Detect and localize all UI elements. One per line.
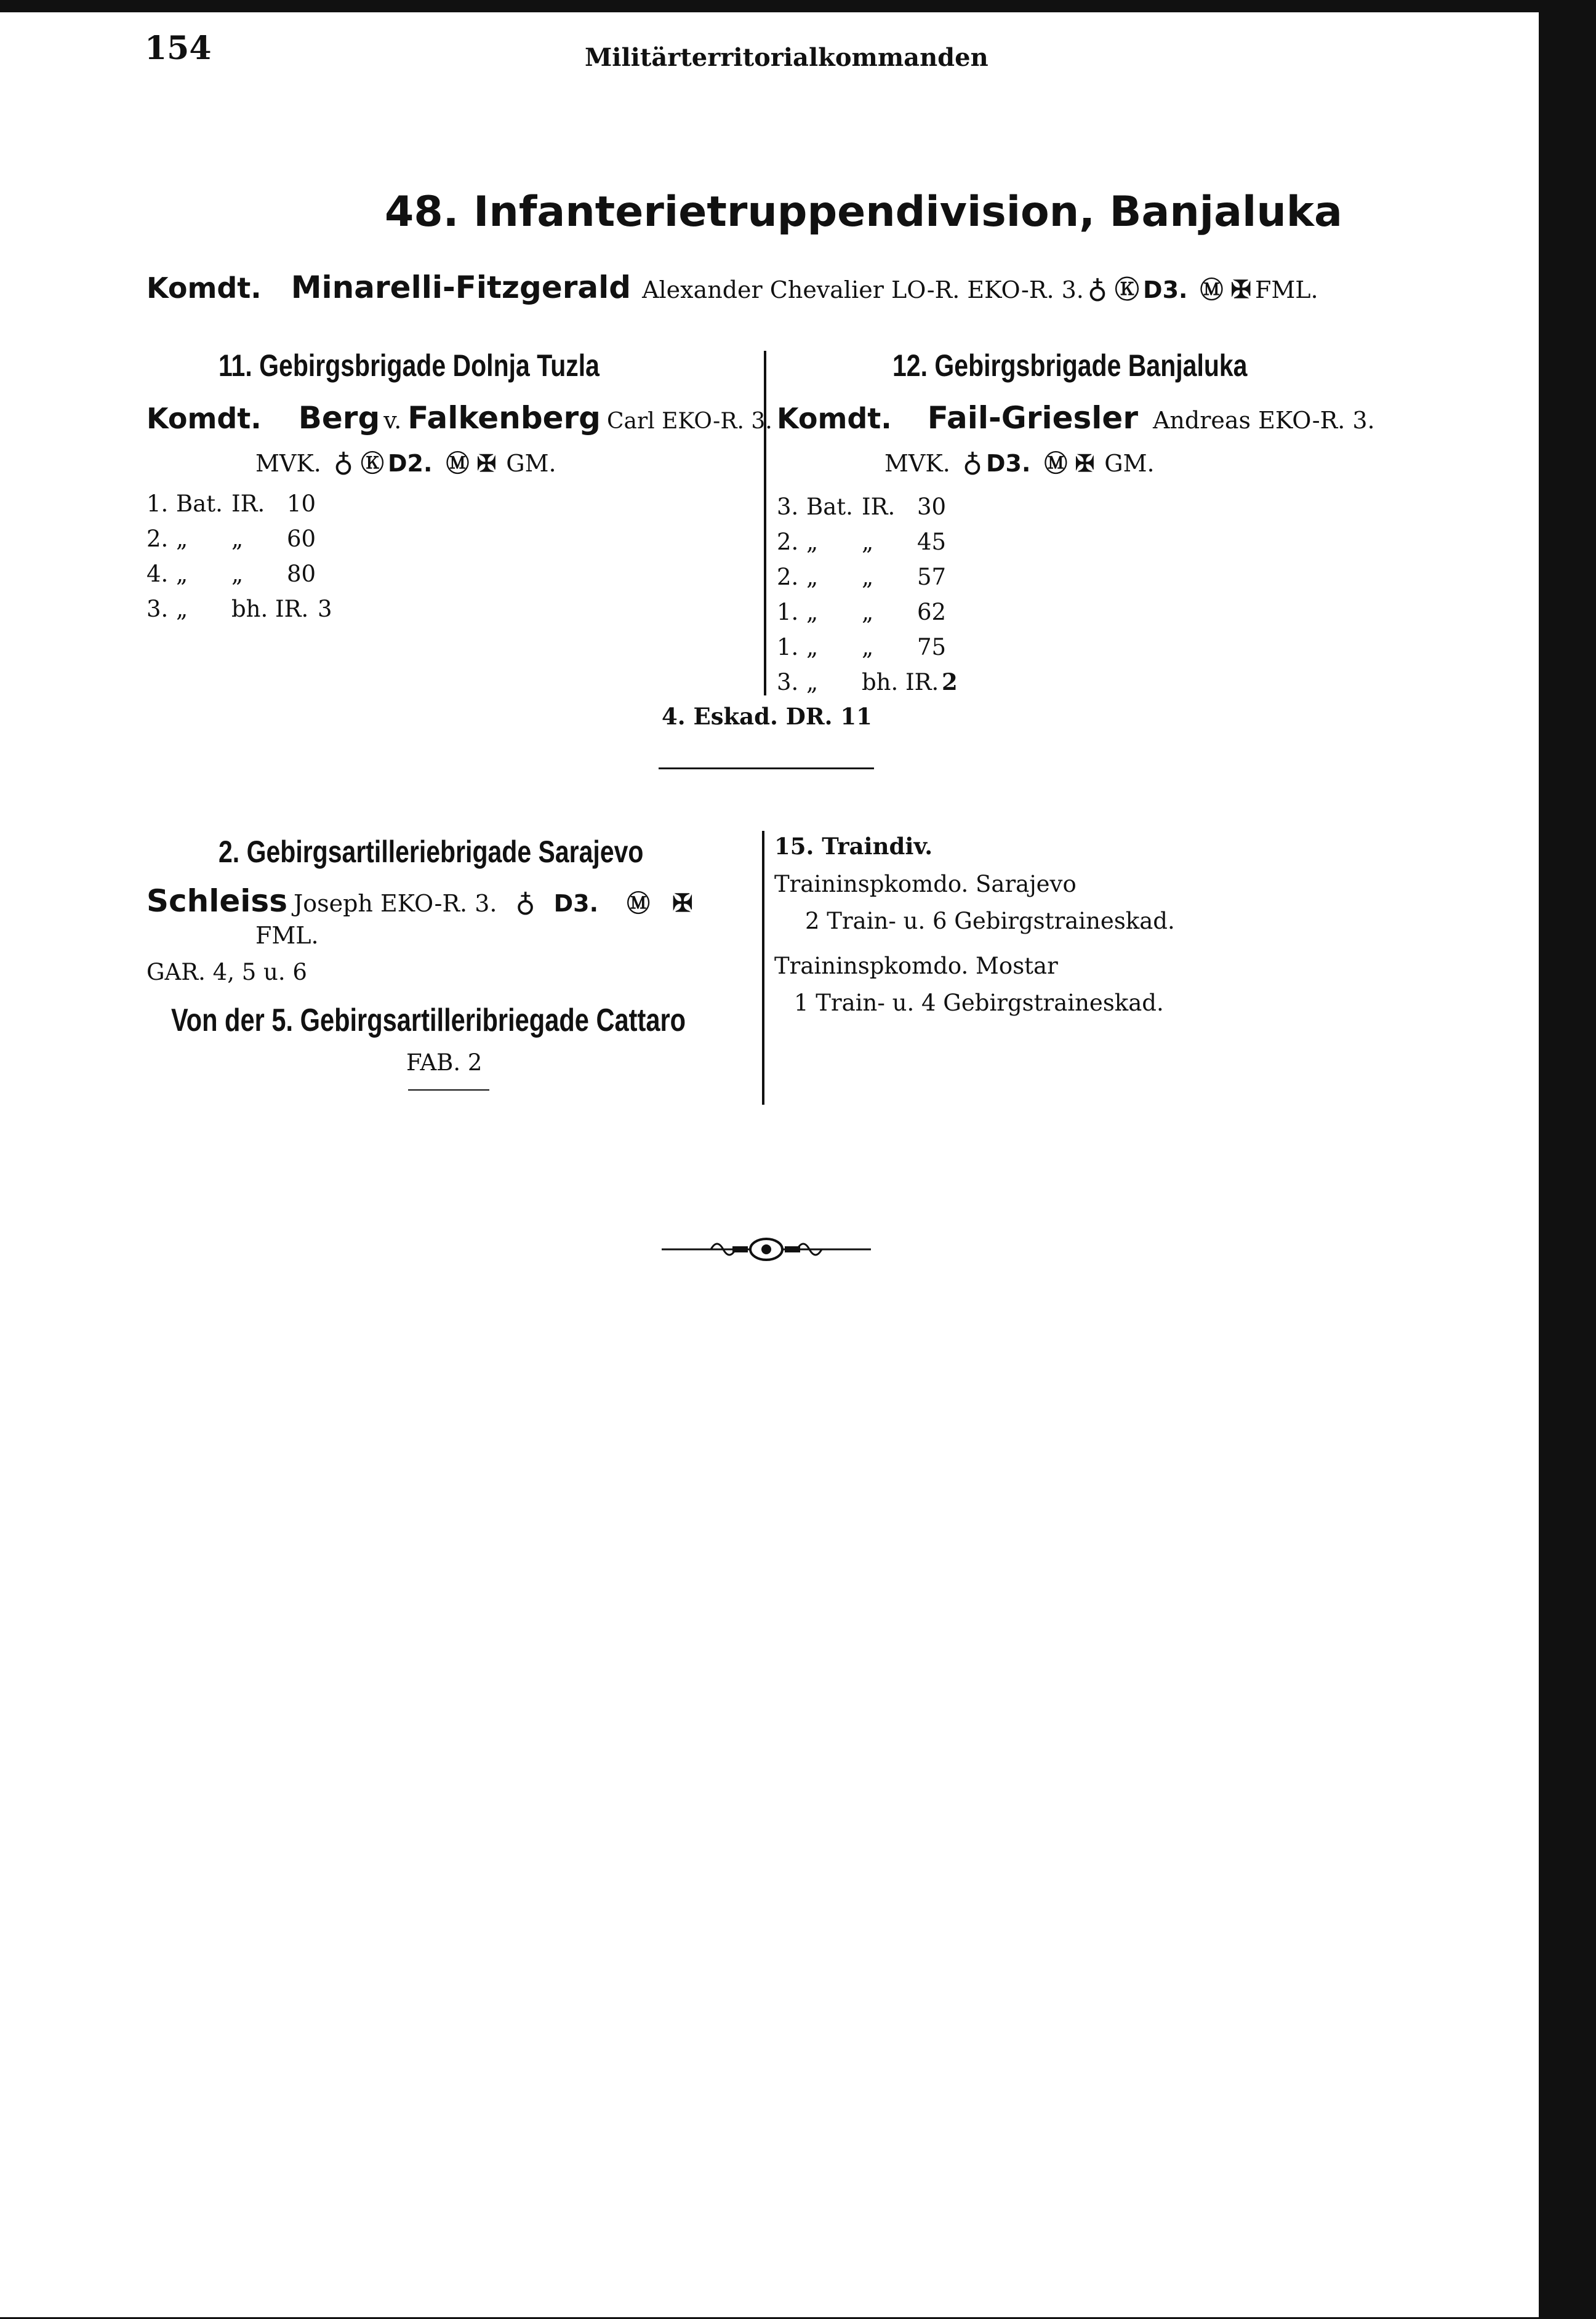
artillery-commander-name: Schleiss	[146, 883, 287, 919]
commander-rank: FML.	[1255, 276, 1318, 303]
brigade-11-decorations	[255, 444, 556, 478]
brigade-11-commander-name-a: Berg	[298, 400, 380, 436]
commander-name: Minarelli-Fitzgerald	[291, 270, 632, 305]
list-item: 2. „ „ 45	[777, 529, 947, 555]
decoration-icon: ♁	[1087, 273, 1108, 305]
decoration-icon: ♁	[333, 447, 353, 478]
division-title: 48. Infanterietruppendivision, Banjaluka	[385, 188, 1342, 236]
brigade-12-commander	[777, 400, 1375, 436]
brigade-11-rank: GM.	[506, 450, 556, 477]
brigade-11-roster	[146, 486, 332, 627]
commander-details: Alexander Chevalier LO-R. EKO-R. 3.	[642, 276, 1084, 303]
m-circle-icon: Ⓜ	[446, 449, 470, 477]
list-item: 3. „ bh. IR. 2	[777, 668, 958, 695]
artillery-title: 2. Gebirgsartilleriebrigade Sarajevo	[219, 835, 644, 869]
brigade-11-commander-details: Carl EKO-R. 3.	[606, 409, 772, 434]
k-circle-icon: Ⓚ	[361, 449, 385, 477]
m-circle-icon: Ⓜ	[1200, 276, 1224, 303]
division-commander-line	[146, 270, 1318, 305]
eskadron-line: 4. Eskad. DR. 11	[662, 703, 872, 730]
brigade-11-title: 11. Gebirgsbrigade Dolnja Tuzla	[219, 348, 600, 383]
brigade-11-mvk: MVK.	[255, 450, 321, 477]
brigade-12-commander-details: Andreas EKO-R. 3.	[1152, 407, 1375, 434]
train-inspection-1: Traininspkomdo. Sarajevo	[774, 871, 1077, 897]
train-inspection-2-units: 1 Train- u. 4 Gebirgstraineskad.	[794, 990, 1164, 1016]
artillery-rule	[408, 1089, 489, 1091]
artillery-commander	[146, 883, 697, 919]
running-title: Militärterritorialkommanden	[585, 43, 988, 72]
list-item: 1. „ „ 62	[777, 599, 947, 625]
list-item: 4. „ „ 80	[146, 561, 316, 587]
brigade-12-roster	[777, 489, 958, 700]
train-title: 15. Traindiv.	[774, 833, 933, 860]
list-item: 2. „ „ 60	[146, 526, 316, 552]
decoration-icon: ♁	[962, 447, 982, 478]
artillery-subunit: FAB. 2	[406, 1049, 483, 1076]
artillery-rank: FML.	[255, 922, 319, 949]
scan-binding-edge	[1539, 0, 1596, 2319]
section-separator	[659, 767, 874, 769]
k-circle-icon: Ⓚ	[1115, 275, 1140, 304]
brigade-12-commander-label: Komdt.	[777, 402, 892, 435]
list-item: 3. „ bh. IR. 3	[146, 596, 332, 622]
page-number: 154	[145, 30, 212, 67]
commander-label: Komdt.	[146, 271, 262, 305]
brigade-11-d: D2.	[388, 450, 433, 477]
brigade-12-rank: GM.	[1104, 450, 1155, 477]
train-inspection-2: Traininspkomdo. Mostar	[774, 953, 1058, 979]
m-circle-icon: Ⓜ	[627, 889, 651, 917]
m-circle-icon: Ⓜ	[1044, 449, 1068, 477]
artillery-commander-details: Joseph EKO-R. 3.	[293, 890, 497, 917]
brigade-11-commander	[146, 400, 772, 436]
artillery-units: GAR. 4, 5 u. 6	[146, 959, 307, 985]
artillery-subtitle: Von der 5. Gebirgsartilleribriegade Cattaro	[171, 1003, 686, 1038]
document-page	[0, 12, 1539, 2317]
cross-icon: ✠	[672, 889, 693, 918]
column-divider-lower	[762, 831, 764, 1105]
cross-icon: ✠	[1230, 275, 1251, 304]
decoration-icon: ♁	[515, 887, 535, 918]
brigade-11-commander-name-v: v.	[383, 407, 402, 434]
brigade-11-commander-name-b: Falkenberg	[407, 400, 601, 436]
train-inspection-1-units: 2 Train- u. 6 Gebirgstraineskad.	[805, 908, 1175, 934]
brigade-12-title: 12. Gebirgsbrigade Banjaluka	[892, 348, 1248, 383]
cross-icon: ✠	[1075, 449, 1095, 477]
commander-d: D3.	[1143, 276, 1188, 303]
cross-icon: ✠	[476, 449, 497, 477]
artillery-commander-d: D3.	[553, 890, 599, 917]
list-item: 2. „ „ 57	[777, 564, 947, 590]
brigade-11-commander-label: Komdt.	[146, 402, 262, 435]
list-item: 3. Bat. IR. 30	[777, 494, 947, 520]
list-item: 1. Bat. IR. 10	[146, 491, 316, 517]
brigade-12-d: D3.	[986, 450, 1031, 477]
brigade-12-decorations	[884, 444, 1155, 478]
brigade-12-commander-name: Fail-Griesler	[927, 400, 1138, 436]
ornament-icon	[662, 1234, 871, 1265]
list-item: 1. „ „ 75	[777, 634, 947, 660]
brigade-12-mvk: MVK.	[884, 450, 950, 477]
